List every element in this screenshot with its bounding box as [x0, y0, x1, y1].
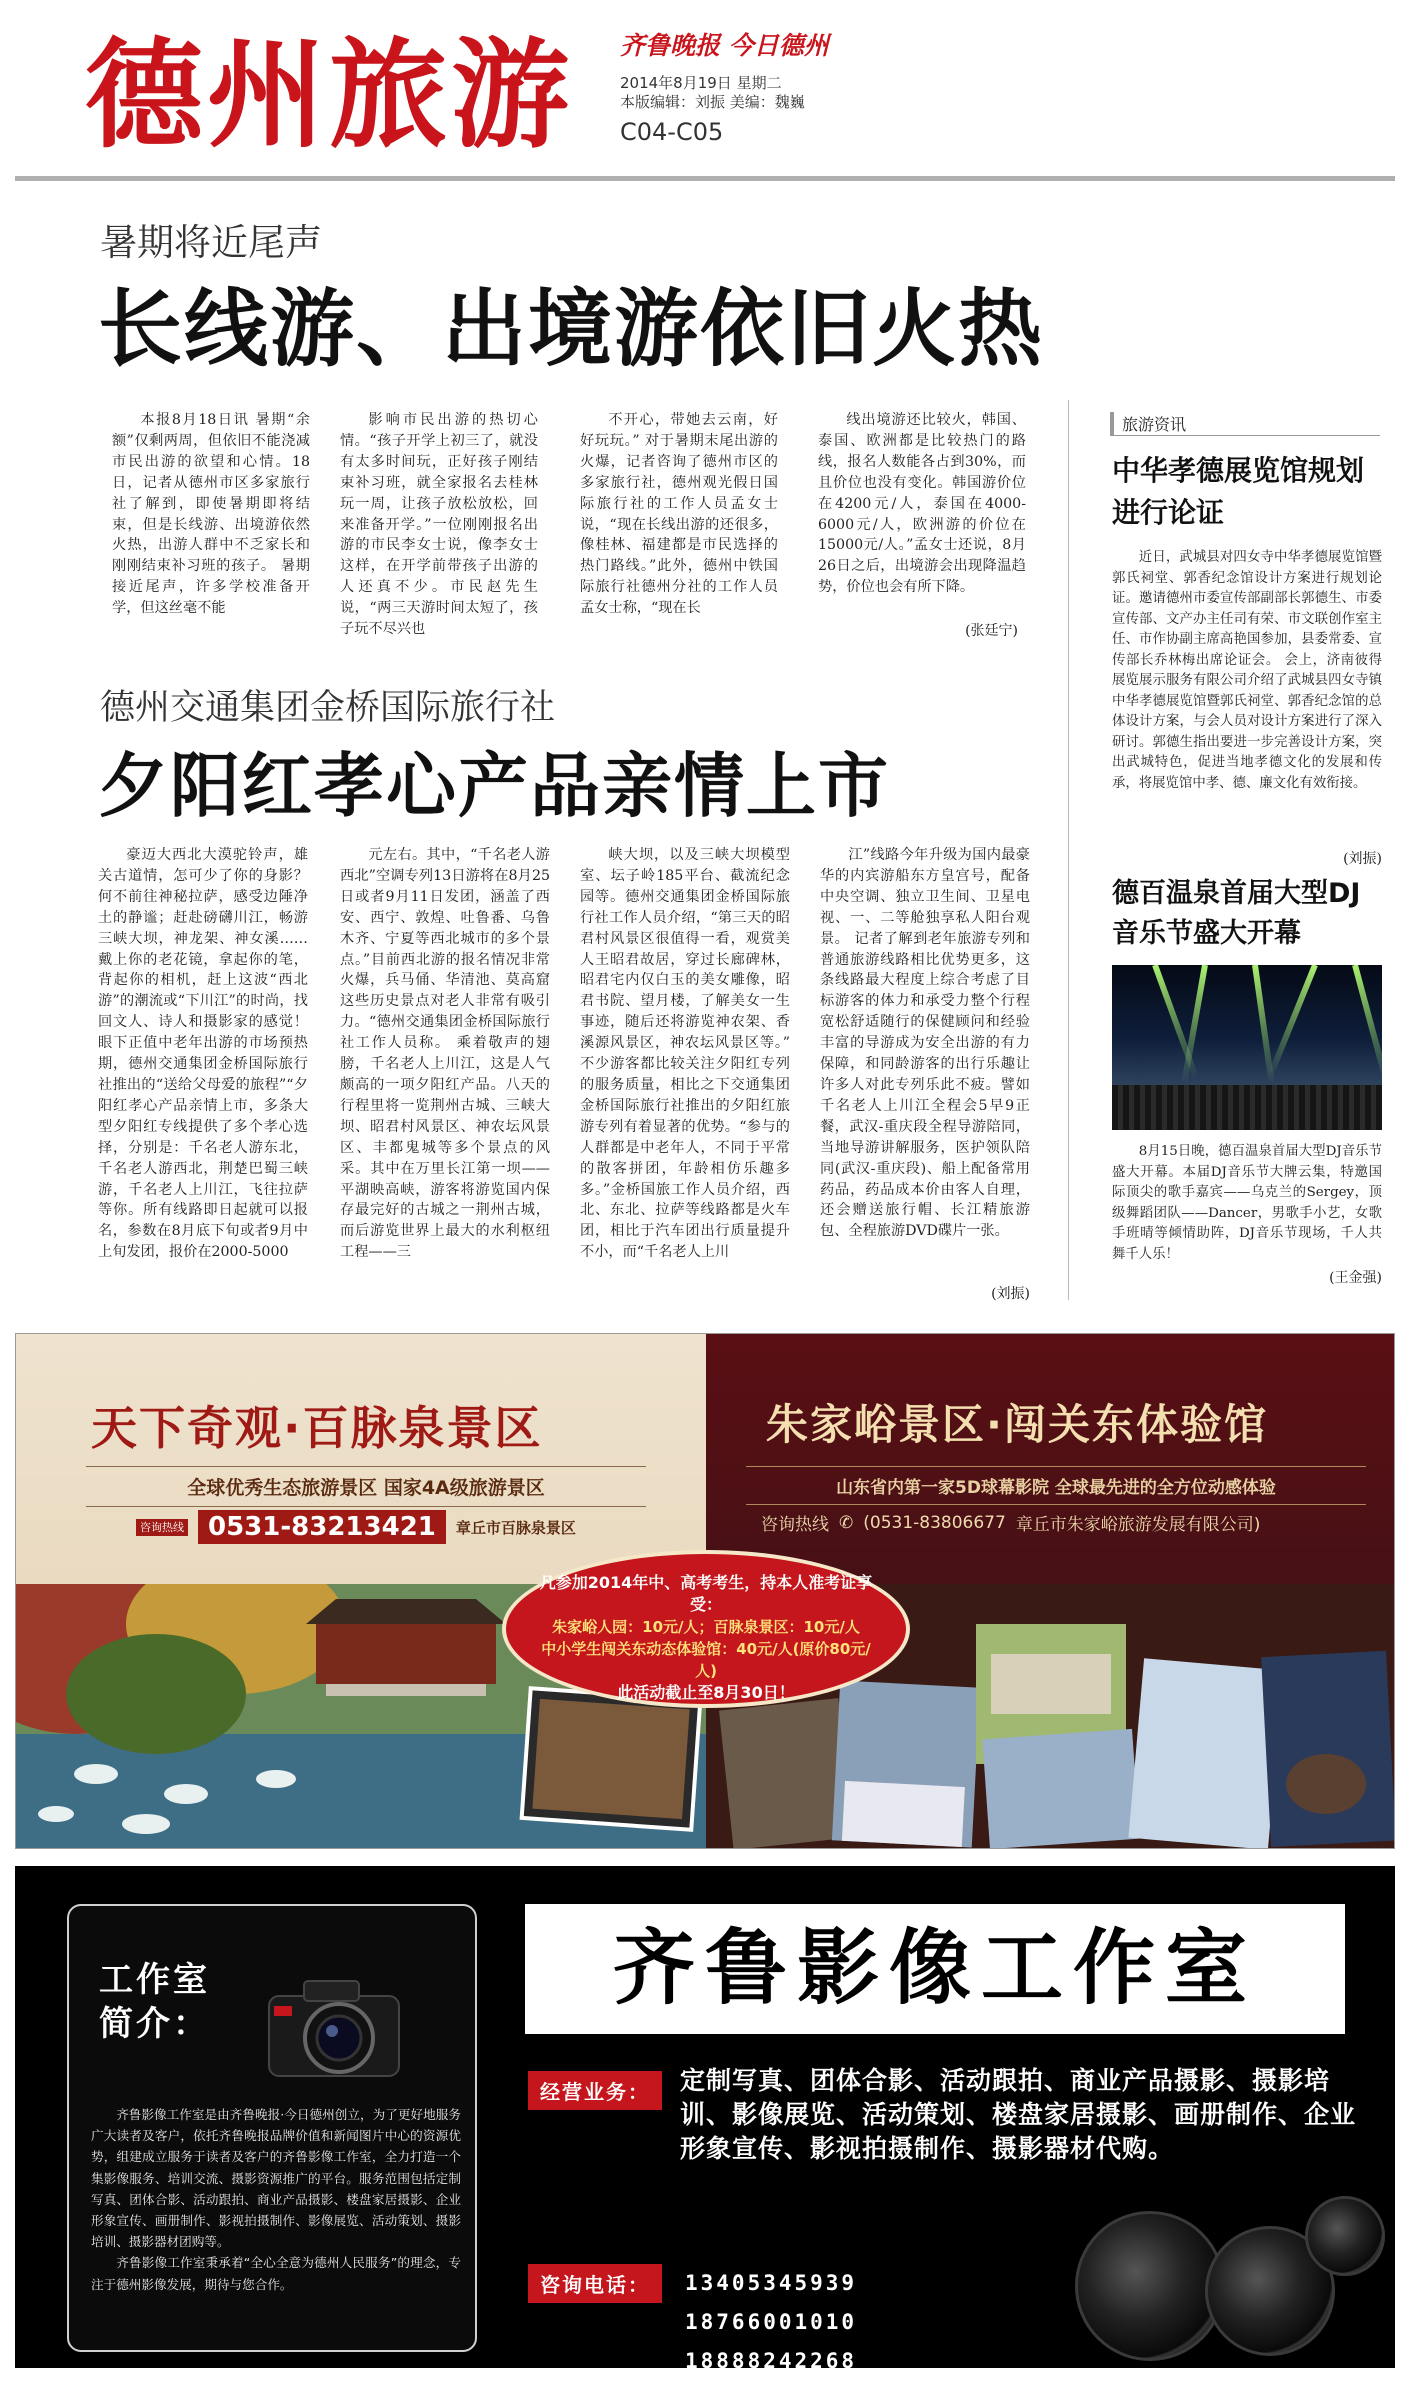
scenic-area-advertisement — [15, 1333, 1395, 1849]
story1-column-2 — [340, 410, 538, 642]
sidebar-news1-text: 近日，武城县对四女寺中华孝德展览馆暨郭氏祠堂、郭香纪念馆设计方案进行规划论证。邀请德州市委宣传部副部长郭德生、市委宣传部、文产办主任司有荣、市文联创作室主任、市作协副主席高艳国参加，县委常委、宣传部长乔林梅出席论证会。 会上，济南彼得展览展示服务有限公司介绍了武城县四女寺镇中华孝德展览馆暨郭氏祠堂、郭香纪念馆的总体设计方案，与会人员对设计方案进行了深入研讨。郭德生指出要进一步完善设计方案，突出武城特色，促进当地孝德文化的发展和传承，将展览馆中孝、德、廉文化有效衔接。 — [1112, 550, 1382, 791]
baimaiquan-hotline — [136, 1510, 576, 1544]
hotline-tag: 咨询热线 — [136, 1519, 188, 1536]
sidebar-news2-text: 8月15日晚，德百温泉首届大型DJ音乐节盛大开幕。本届DJ音乐节大牌云集，特邀国际顶尖的歌手嘉宾——乌克兰的Sergey，顶级舞蹈团队——Dancer，男歌手小艺，女歌手班晴等倾情助阵，DJ音乐节现场，千人共舞千人乐！ — [1112, 1144, 1382, 1262]
business-label: 经营业务： — [528, 2071, 662, 2110]
student-discount-promo — [506, 1554, 906, 1704]
studio-intro-title-line1: 工作室 — [99, 1960, 210, 2000]
studio-name-banner: 齐鲁影像工作室 — [525, 1904, 1345, 2034]
story1-column-4 — [818, 410, 1026, 620]
promo-line-3: 中小学生闯关东动态体验馆：40元/人(原价80元/人) — [541, 1640, 871, 1680]
business-list: 定制写真、团体合影、活动跟拍、商业产品摄影、摄影培训、影像展览、活动策划、楼盘家居摄影、画册制作、企业形象宣传、影视拍摄制作、摄影器材代购。 — [680, 2066, 1357, 2163]
studio-intro-title-line2: 简介： — [99, 2004, 210, 2044]
camera-lens-icon — [1075, 2211, 1225, 2361]
sidebar-news1-byline: (刘振) — [1343, 851, 1382, 867]
zhujiayu-hotline-label: 咨询热线 — [761, 1515, 829, 1535]
phone-icon: ✆ — [839, 1512, 854, 1533]
baimaiquan-phone: 0531-83213421 — [198, 1510, 446, 1544]
story2-column-2 — [340, 845, 550, 1305]
zhujiayu-subtitle: 山东省内第一家5D球幕影院 全球最先进的全方位动感体验 — [746, 1466, 1366, 1505]
story2-headline: 夕阳红孝心产品亲情上市 — [98, 745, 890, 827]
zhujiayu-title: 朱家峪景区·闯关东体验馆 — [766, 1400, 1268, 1449]
studio-intro-paragraph-2: 齐鲁影像工作室秉承着“全心全意为德州人民服务”的理念，专注于德州影像发展，期待与您合作。 — [91, 2255, 461, 2292]
studio-intro-box — [67, 1904, 477, 2352]
story1-col3-text: 不开心，带她去云南，好好玩玩。” 对于暑期末尾出游的火爆，记者咨询了德州市区的多家旅行社，德州观光假日国际旅行社的工作人员孟女士说，“现在长线出游的还很多，像桂林、福建都是市民选择的热门路线。”此外，德州中铁国际旅行社德州分社的工作人员孟女士称，“现在长 — [580, 412, 778, 617]
sidebar-news2-headline: 德百温泉首届大型DJ音乐节盛大开幕 — [1112, 878, 1361, 949]
camera-lens-icon — [1305, 2196, 1385, 2276]
issue-editors: 本版编辑：刘振 美编：魏巍 — [620, 93, 805, 111]
story2-kicker: 德州交通集团金桥国际旅行社 — [100, 688, 556, 728]
story1-column-3 — [580, 410, 778, 642]
sidebar-section-tag: 旅游资讯 — [1110, 412, 1380, 436]
contact-phone-3: 18888242268 — [685, 2349, 858, 2373]
story1-col2-text: 影响市民出游的热切心情。“孩子开学上初三了，就没有太多时间玩，正好孩子刚结束补习班，就全家报名去桂林玩一周，让孩子放松放松，回来准备开学。”一位刚刚报名出游的市民李女士说，像李女士这样，在开学前带孩子出游的人还真不少。市民赵先生说，“两三天游时间太短了，孩子玩不尽兴也 — [340, 412, 538, 638]
promo-line-1: 凡参加2014年中、高考考生，持本人准考证享受： — [539, 1573, 873, 1614]
zhujiayu-hotline — [761, 1510, 1260, 1535]
issue-meta — [620, 74, 805, 112]
contact-phones — [685, 2264, 857, 2381]
baimaiquan-location: 章丘市百脉泉景区 — [455, 1518, 576, 1537]
story1-col1-text: 本报8月18日讯 暑期“余额”仅剩两周，但依旧不能浇减市民出游的欲望和心情。18日，记者从德州市区多家旅行社了解到，即使暑期即将结束，但是长线游、出境游依然火热，出游人群中不乏家长和刚刚结束补习班的孩子。 暑期接近尾声，许多学校准备开学，但这丝毫不能 — [112, 412, 310, 617]
promo-line-4: 此活动截止至8月30日！ — [617, 1683, 795, 1702]
masthead-divider — [15, 176, 1395, 181]
story2-col4-text: 江”线路今年升级为国内最豪华的内宾游船东方皇宫号，配备中央空调、独立卫生间、卫星电视、一、二等舱独享私人阳台观景。 记者了解到老年旅游专列和普通旅游线路相比优势更多，这条线路最大程度上综合考虑了目标游客的体力和承受力整个行程宽松舒适随行的保健顾问和经验丰富的导游成为安全出游的有力保障，和同龄游客的出行乐趣让许多人对此专列乐此不疲。譬如千名老人上川江全程会5早9正餐，武汉-重庆段全程导游陪同，当地导游讲解服务，医护领队陪同(武汉-重庆段)、船上配备常用药品，药品成本价由客人自理，还会赠送旅行帽、长江精旅游包、全程旅游DVD碟片一张。 — [820, 847, 1030, 1240]
story2-col2-text: 元左右。其中，“千名老人游西北”空调专列13日游将在8月25日或者9月11日发团，涵盖了西安、西宁、敦煌、吐鲁番、乌鲁木齐、宁夏等西北城市的多个景点。”目前西北游的报名情况非常火爆，兵马俑、华清池、莫高窟这些历史景点对老人非常有吸引力。“德州交通集团金桥国际旅行社工作人员称。 乘着敬声的翅膀，千名老人上川江，这是人气颇高的一项夕阳红产品。八天的行程里将一览荆州古城、三峡大坝、昭君村风景区、神农坛风景区、丰都鬼城等多个景点的风采。其中在万里长江第一坝——平湖映高峡，游客将游览国内保存最完好的古城之一荆州古城，而后游览世界上最大的水利枢纽工程——三 — [340, 847, 550, 1261]
baimaiquan-subtitle: 全球优秀生态旅游景区 国家4A级旅游景区 — [86, 1466, 646, 1507]
contact-label: 咨询电话： — [528, 2264, 662, 2303]
story1-column-1 — [112, 410, 310, 642]
masthead-title: 德州旅游 — [85, 26, 574, 164]
studio-advertisement — [15, 1866, 1395, 2373]
studio-intro-title — [99, 1958, 210, 2046]
studio-intro-paragraph-1: 齐鲁影像工作室是由齐鲁晚报·今日德州创立，为了更好地服务广大读者及客户，依托齐鲁晚报品牌价值和新闻图片中心的资源优势，组建成立服务于读者及客户的齐鲁影像工作室，全力打造一个集影像服务、培训交流、摄影资源推广的平台。服务范围包括定制写真、团体合影、活动跟拍、商业产品摄影、楼盘家居摄影、企业形象宣传、画册制作、影视拍摄制作、影像展览、活动策划、摄影培训、摄影器材团购等。 — [91, 2107, 461, 2250]
story2-col3-text: 峡大坝，以及三峡大坝模型室、坛子岭185平台、截流纪念园等。德州交通集团金桥国际旅行社工作人员介绍，“第三天的昭君村风景区很值得一看，观赏美人王昭君故居，穿过长廊碑林，昭君宅内仅白玉的美女雕像，昭君书院、望月楼，了解美女一生事迹，随后还将游览神农架、香溪源风景区，神农坛风景区等。” 不少游客都比较关注夕阳红专列的服务质量，相比之下交通集团金桥国际旅行社推出的夕阳红旅游专列有着显著的优势。“参与的人群都是中老年人，不同于平常的散客拼团，年龄相仿乐趣多多。”金桥国旅工作人员介绍，西北、东北、拉萨等线路都是火车团，相比于汽车团出行质量提升不小，而“千名老人上川 — [580, 847, 790, 1261]
dj-festival-photo — [1112, 965, 1382, 1130]
story1-headline: 长线游、出境游依旧火热 — [98, 280, 1045, 378]
contact-phone-2: 18766001010 — [685, 2310, 858, 2334]
sidebar-news1-headline: 中华孝德展览馆规划进行论证 — [1112, 454, 1365, 529]
camera-icon — [259, 1966, 409, 2086]
story1-kicker: 暑期将近尾声 — [100, 221, 322, 264]
issue-date: 2014年8月19日 星期二 — [620, 74, 782, 92]
newspaper-brand: 齐鲁晚报 今日德州 — [620, 31, 829, 60]
sidebar-news2-byline: (王金强) — [1329, 1270, 1382, 1286]
promo-line-2: 朱家峪人园：10元/人；百脉泉景区：10元/人 — [552, 1618, 860, 1636]
story2-col1-text: 豪迈大西北大漠驼铃声，雄关古道情，怎可少了你的身影？何不前往神秘拉萨，感受边陲净土的静谧；赶赴磅礴川江，畅游三峡大坝，神龙架、神女溪……戴上你的老花镜，拿起你的笔，背起你的相机，赶上这波“西北游”的潮流或“下川江”的时尚，找回文人、诗人和摄影家的感觉！ 眼下正值中老年出游的市场预热期，德州交通集团金桥国际旅行社推出的“送给父母爱的旅程”“夕阳红孝心产品亲情上市，多条大型夕阳红专线提供了多个孝心选择，分别是：千名老人游东北，千名老人游西北，荆楚巴蜀三峡游，千名老人上川江，飞往拉萨等你。所有线路即日起就可以报名，参数在8月底下旬或者9月中上旬发团，报价在2000-5000 — [98, 847, 308, 1261]
sidebar-news1-body — [1112, 548, 1382, 868]
zhujiayu-phone: (0531-83806677 — [863, 1512, 1006, 1533]
story1-byline: (张廷宁) — [965, 623, 1018, 639]
zhujiayu-company: 章丘市朱家峪旅游发展有限公司) — [1015, 1515, 1261, 1535]
sidebar-news2-body — [1112, 1142, 1382, 1287]
contact-phone-1: 13405345939 — [685, 2271, 858, 2295]
page-code: C04-C05 — [620, 118, 724, 146]
story1-col4-text: 线出境游还比较火，韩国、泰国、欧洲都是比较热门的路线，报名人数能各占到30%，而且价位也没有变化。韩国游价位在4200元/人，泰国在4000-6000元/人，欧洲游的价位在15000元/人。”孟女士还说，8月26日之后，出境游会出现降温趋势，价位也会有所下降。 — [818, 412, 1026, 596]
story2-column-1 — [98, 845, 308, 1305]
story2-column-3 — [580, 845, 790, 1305]
sidebar-divider — [1068, 400, 1069, 1300]
studio-intro-text — [91, 2104, 461, 2295]
baimaiquan-title: 天下奇观·百脉泉景区 — [91, 1401, 543, 1455]
story2-byline: (刘振) — [991, 1286, 1030, 1302]
story2-column-4 — [820, 845, 1030, 1285]
